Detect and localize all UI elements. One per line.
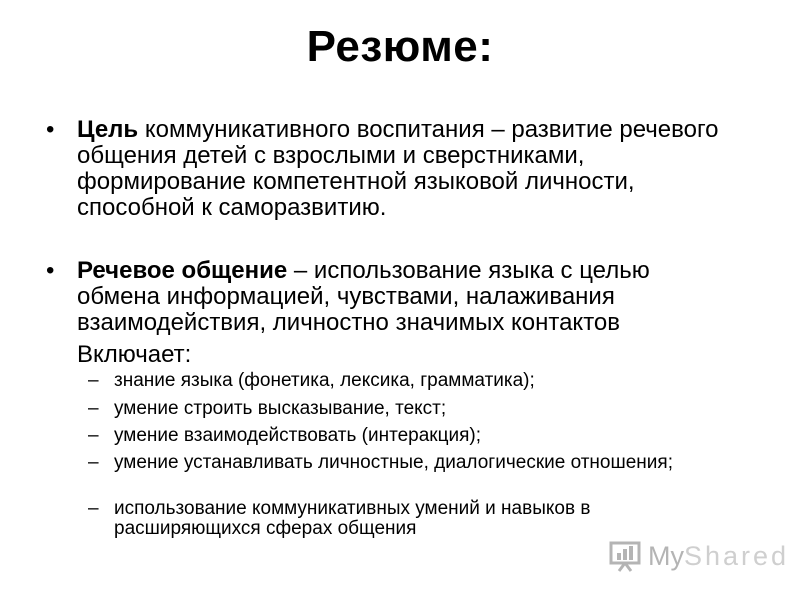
dash-marker: – xyxy=(88,452,99,473)
bullet-speech-term: Речевое общение xyxy=(77,257,288,284)
dash-marker: – xyxy=(88,370,99,391)
bullet-goal-text xyxy=(77,117,737,221)
sub-item-text: знание языка (фонетика, лексика, грамматика); xyxy=(114,370,535,391)
includes-label: Включает: xyxy=(77,341,192,368)
sub-item-text: использование коммуникативных умений и навыков в расширяющихся сферах общения xyxy=(114,498,591,539)
bullet-speech-definition: – использование языка с целью обмена информацией, чувствами, налаживания взаимодействия, личностно значимых контактов xyxy=(77,257,650,336)
dash-marker: – xyxy=(88,425,99,446)
bullet-marker: • xyxy=(46,116,55,143)
slide-title: Резюме: xyxy=(306,22,494,71)
bullet-marker: • xyxy=(46,257,55,284)
watermark-brand-end: Shared xyxy=(684,540,790,571)
dash-marker: – xyxy=(88,498,99,519)
dash-marker: – xyxy=(88,398,99,419)
presentation-board-icon xyxy=(608,539,642,573)
watermark-brand-start: My xyxy=(648,540,684,571)
sub-item-text: умение строить высказывание, текст; xyxy=(114,398,447,419)
sub-item-text: умение устанавливать личностные, диалогические отношения; xyxy=(114,452,673,473)
bullet-goal-term: Цель xyxy=(77,116,139,143)
myshared-watermark xyxy=(608,538,789,574)
bullet-goal-definition: коммуникативного воспитания – развитие речевого общения детей с взрослыми и сверстниками, формирование компетентной языковой личности, способной к саморазвитию. xyxy=(77,116,719,221)
sub-item-text: умение взаимодействовать (интеракция); xyxy=(114,425,482,446)
bullet-speech-text xyxy=(77,258,737,336)
